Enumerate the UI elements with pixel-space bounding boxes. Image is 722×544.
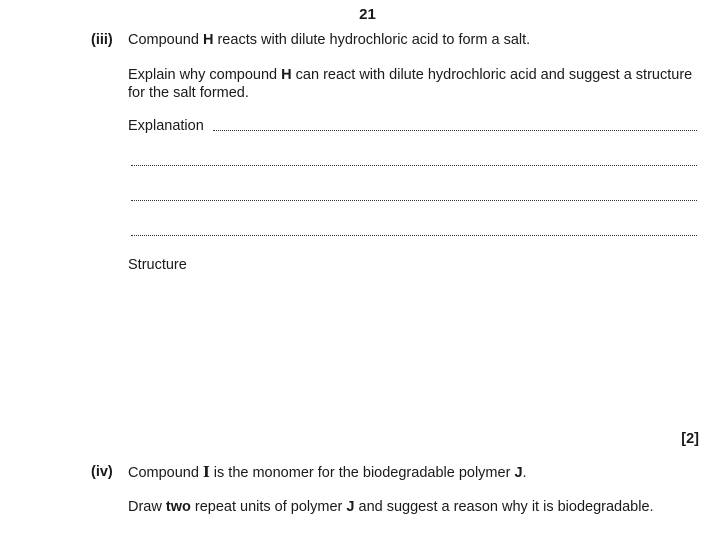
text-segment: reacts with dilute hydrochloric acid to form a salt. <box>213 32 531 48</box>
polymer-j-label: J <box>514 465 523 481</box>
question-iii-line-2 <box>128 67 692 83</box>
answer-line-1[interactable] <box>213 130 697 131</box>
question-iii-line-3: for the salt formed. <box>128 85 249 101</box>
text-segment: and suggest a reason why it is biodegradable. <box>354 499 654 515</box>
structure-label: Structure <box>128 257 187 273</box>
compound-i-label: I <box>202 464 210 481</box>
text-segment: can react with dilute hydrochloric acid and suggest a structure <box>291 67 693 83</box>
structure-drawing-area[interactable] <box>128 285 697 425</box>
text-segment: Compound <box>128 32 203 48</box>
text-segment: . <box>522 465 527 481</box>
text-segment: is the monomer for the biodegradable polymer <box>209 465 515 481</box>
question-iv-line-2 <box>128 499 654 515</box>
page-number: 21 <box>359 6 376 23</box>
text-segment: Explain why compound <box>128 67 282 83</box>
answer-line-2[interactable] <box>131 165 697 166</box>
text-segment: Draw <box>128 499 166 515</box>
compound-h-label: H <box>281 67 292 83</box>
explanation-label: Explanation <box>128 118 204 134</box>
emphasis-two: two <box>165 499 191 515</box>
answer-line-4[interactable] <box>131 235 697 236</box>
text-segment: repeat units of polymer <box>190 499 347 515</box>
answer-line-3[interactable] <box>131 200 697 201</box>
polymer-j-label: J <box>346 499 355 515</box>
compound-h-label: H <box>202 32 214 48</box>
question-iii-line-1 <box>128 32 530 48</box>
question-iv-line-1 <box>128 464 527 481</box>
text-segment: Compound <box>128 465 203 481</box>
question-label-iv: (iv) <box>91 464 113 480</box>
question-label-iii: (iii) <box>91 32 113 48</box>
marks-label: [2] <box>681 431 699 447</box>
